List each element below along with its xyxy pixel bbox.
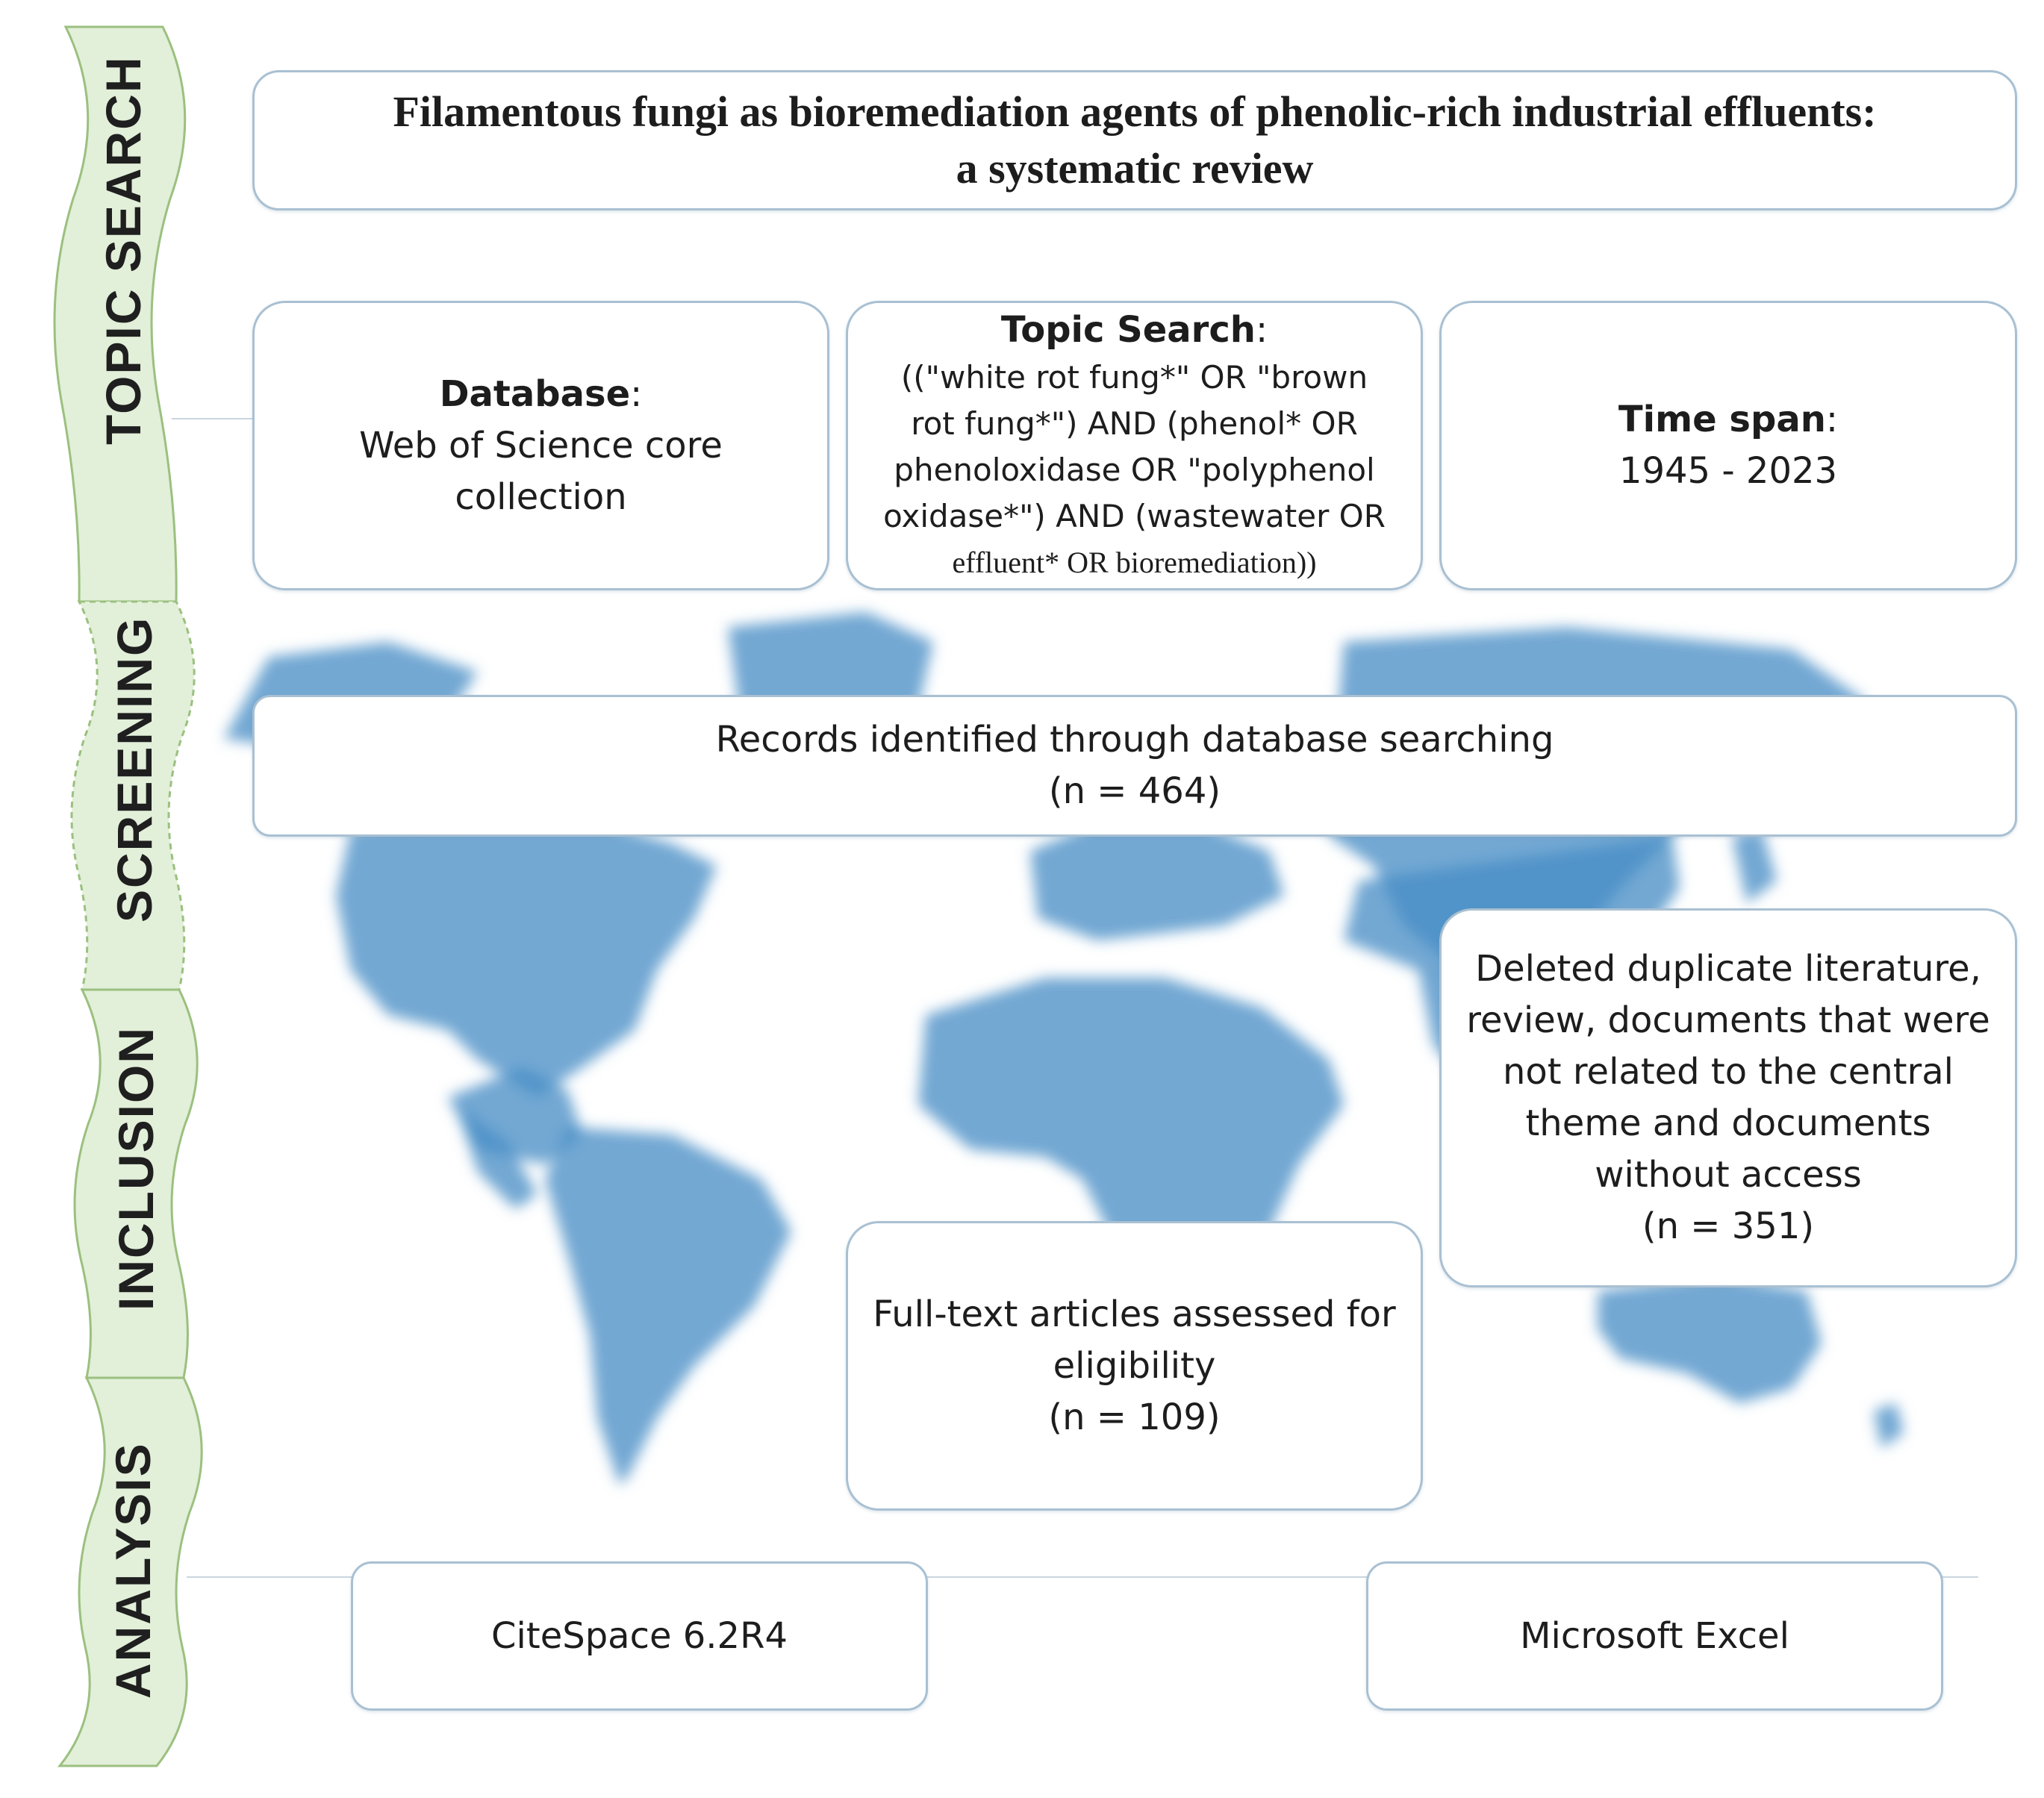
topic-search-query-line-4: oxidase*") AND (wastewater OR [883,498,1386,534]
database-value-line-1: Web of Science core [359,424,723,466]
deleted-line-1: Deleted duplicate literature, [1475,948,1981,990]
deleted-line-3: not related to the central [1502,1051,1954,1093]
database-value-line-2: collection [455,475,627,518]
citespace-box [351,1561,928,1711]
topic-search-query-line-1: (("white rot fung*" OR "brown [900,359,1368,396]
time-span-box [1439,301,2017,590]
fulltext-count: (n = 109) [1048,1396,1221,1438]
time-span-value: 1945 - 2023 [1618,450,1838,492]
title-line-1: Filamentous fungi as bioremediation agents of phenolic-rich industrial effluents: [393,87,1877,136]
excel-box [1366,1561,1943,1711]
database-label-colon: : [630,372,643,415]
time-span-label-colon: : [1825,399,1839,440]
deleted-count: (n = 351) [1642,1205,1815,1247]
title-line-2: a systematic review [956,144,1314,193]
topic-search-query-line-5: effluent* OR bioremediation)) [952,546,1317,579]
phase-label-topic-search: TOPIC SEARCH [96,55,151,445]
deleted-line-5: without access [1595,1154,1862,1196]
time-span-label: Time span [1618,399,1826,440]
topic-search-label: Topic Search [1000,309,1256,351]
topic-search-box [846,301,1423,590]
records-identified-count: (n = 464) [1048,770,1221,812]
fulltext-articles-box [846,1221,1423,1511]
title-box [252,70,2017,210]
deleted-records-box [1439,908,2017,1287]
citespace-label: CiteSpace 6.2R4 [491,1614,788,1657]
records-identified-text: Records identified through database searching [715,719,1554,761]
database-label: Database [439,372,631,415]
topic-search-query-line-3: phenoloxidase OR "polyphenol [894,452,1375,488]
phase-label-inclusion: INCLUSION [108,1026,163,1311]
phase-banner-shape [0,602,202,990]
records-identified-box [252,695,2017,837]
fulltext-line-1: Full-text articles assessed for [873,1293,1396,1335]
deleted-line-2: review, documents that were [1466,999,1990,1041]
topic-search-label-colon: : [1255,309,1268,351]
topic-search-query-line-2: rot fung*") AND (phenol* OR [911,405,1358,442]
excel-label: Microsoft Excel [1520,1614,1789,1657]
connector-line-topic [172,418,254,419]
database-box [252,301,829,590]
phase-banner-shape [0,990,202,1378]
phase-label-analysis: ANALYSIS [105,1442,161,1699]
deleted-line-4: theme and documents [1525,1102,1931,1144]
fulltext-line-2: eligibility [1053,1344,1216,1387]
phase-banner-shape [0,1378,202,1766]
phase-label-screening: SCREENING [107,616,162,923]
